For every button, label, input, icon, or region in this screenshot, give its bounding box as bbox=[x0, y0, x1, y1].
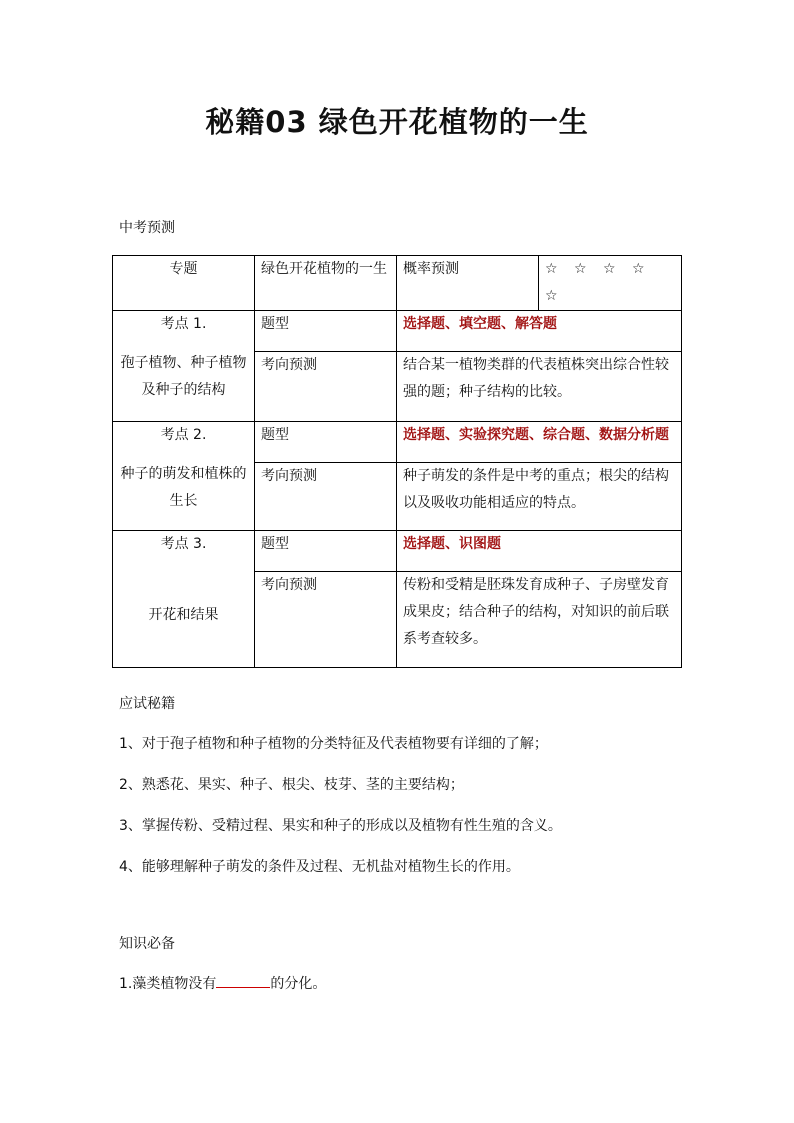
section-tips-heading: 应试秘籍 bbox=[119, 696, 175, 712]
forecast-value: 种子萌发的条件是中考的重点；根尖的结构以及吸收功能相适应的特点。 bbox=[397, 463, 682, 531]
type-value: 选择题、填空题、解答题 bbox=[397, 311, 682, 352]
table-row bbox=[113, 311, 682, 352]
tip-item: 3、掌握传粉、受精过程、果实和种子的形成以及植物有性生殖的含义。 bbox=[119, 818, 562, 834]
point-number: 考点 3. bbox=[160, 536, 207, 552]
forecast-value: 传粉和受精是胚珠发育成种子、子房壁发育成果皮；结合种子的结构，对知识的前后联系考查较多。 bbox=[397, 572, 682, 668]
header-topic-label: 专题 bbox=[113, 256, 255, 311]
question-text-before: 1.藻类植物没有 bbox=[119, 976, 217, 992]
type-value: 选择题、实验探究题、综合题、数据分析题 bbox=[397, 422, 682, 463]
point-name: 开花和结果 bbox=[148, 607, 219, 623]
probability-stars: ☆ ☆ ☆ ☆ ☆ bbox=[539, 256, 682, 311]
tip-item: 2、熟悉花、果实、种子、根尖、枝芽、茎的主要结构； bbox=[119, 777, 464, 793]
type-label: 题型 bbox=[255, 531, 397, 572]
section-forecast-heading: 中考预测 bbox=[119, 220, 175, 236]
type-label: 题型 bbox=[255, 422, 397, 463]
type-label: 题型 bbox=[255, 311, 397, 352]
tip-item: 4、能够理解种子萌发的条件及过程、无机盐对植物生长的作用。 bbox=[119, 859, 520, 875]
point-cell bbox=[113, 531, 255, 668]
point-cell bbox=[113, 422, 255, 531]
forecast-table bbox=[112, 255, 682, 668]
point-number: 考点 2. bbox=[160, 427, 207, 443]
point-name: 孢子植物、种子植物及种子的结构 bbox=[120, 355, 247, 398]
point-name: 种子的萌发和植株的生长 bbox=[120, 466, 247, 509]
table-header-row bbox=[113, 256, 682, 311]
forecast-label: 考向预测 bbox=[255, 572, 397, 668]
answer-blank[interactable] bbox=[216, 973, 270, 988]
forecast-label: 考向预测 bbox=[255, 352, 397, 422]
header-topic-value: 绿色开花植物的一生 bbox=[255, 256, 397, 311]
section-knowledge-heading: 知识必备 bbox=[119, 936, 175, 952]
type-value: 选择题、识图题 bbox=[397, 531, 682, 572]
question-text-after: 的分化。 bbox=[270, 976, 327, 992]
forecast-label: 考向预测 bbox=[255, 463, 397, 531]
point-cell bbox=[113, 311, 255, 422]
page-title: 秘籍03 绿色开花植物的一生 bbox=[205, 105, 589, 139]
point-number: 考点 1. bbox=[160, 316, 207, 332]
header-probability-label: 概率预测 bbox=[397, 256, 539, 311]
table-row bbox=[113, 531, 682, 572]
forecast-value: 结合某一植物类群的代表植株突出综合性较强的题；种子结构的比较。 bbox=[397, 352, 682, 422]
knowledge-question bbox=[119, 973, 326, 993]
tip-item: 1、对于孢子植物和种子植物的分类特征及代表植物要有详细的了解； bbox=[119, 736, 548, 752]
table-row bbox=[113, 422, 682, 463]
